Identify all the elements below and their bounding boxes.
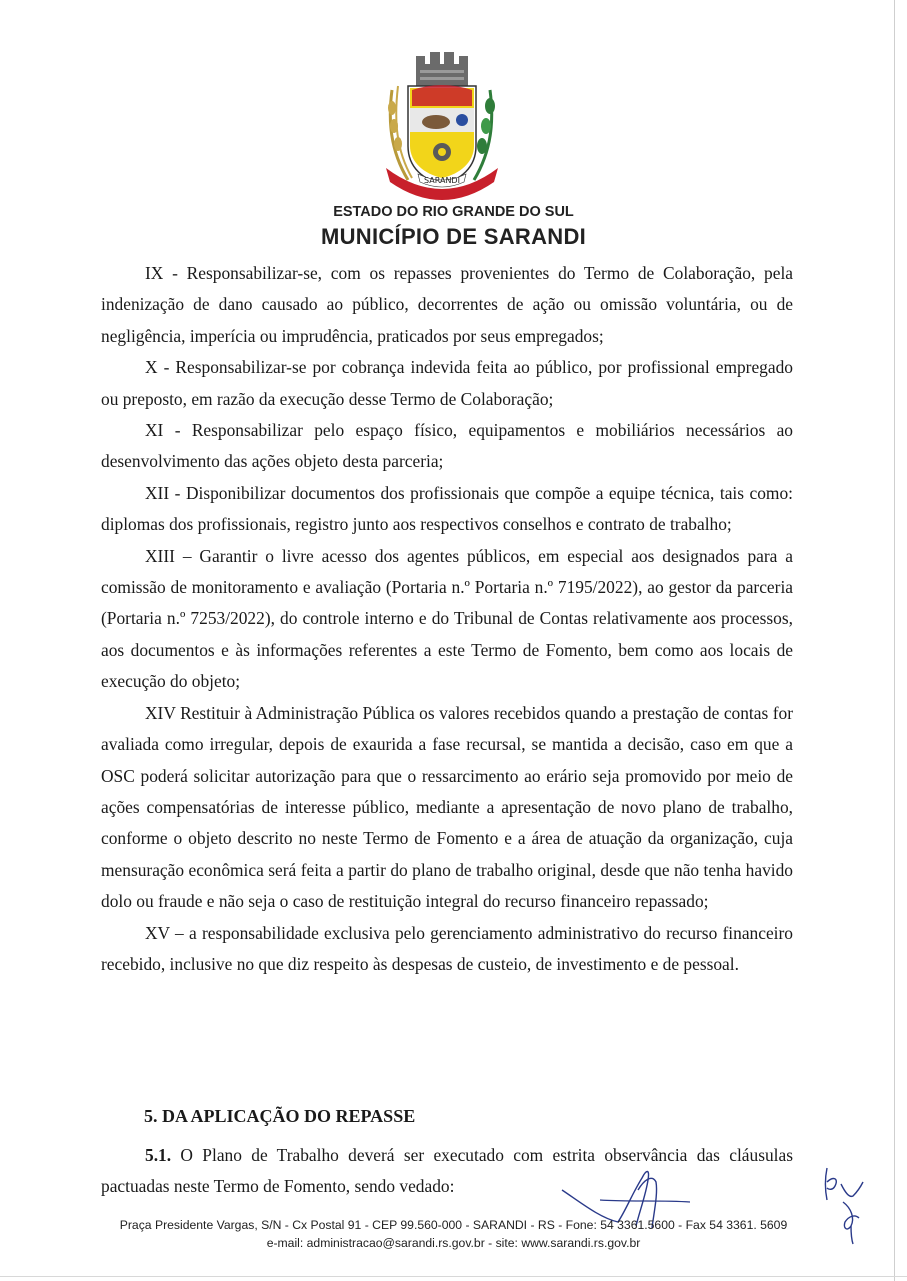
footer-contact: e-mail: administracao@sarandi.rs.gov.br - site: www.sarandi.rs.gov.br [266,1236,641,1250]
paragraph-x: X - Responsabilizar-se por cobrança indevida feita ao público, por profissional empregado ou preposto, em razão da execução desse Termo de Colaboração; [101,357,793,409]
paragraph-xiii: XIII – Garantir o livre acesso dos agentes públicos, em especial aos designados para a comissão de monitoramento e avaliação (Portaria n.º Portaria n.º 7195/2022), ao gestor da parceria (Portaria n.º 7253/2022), do controle interno e do Tribunal de Contas relativamente aos processos, aos documentos e às informações referentes a este Termo de Fomento, bem como aos locais de execução do objeto; [101,545,793,692]
clause-text: O Plano de Trabalho deverá ser executado com estrita observância das cláusulas pactuadas neste Termo de Fomento, sendo vedado: [101,1145,793,1196]
page-edge-bottom [0,1276,907,1277]
section-heading: 5. DA APLICAÇÃO DO REPASSE [144,1106,416,1126]
svg-text:SARANDI: SARANDI [424,176,460,185]
page-edge-right [894,0,895,1281]
footer-address: Praça Presidente Vargas, S/N - Cx Postal 91 - CEP 99.560-000 - SARANDI - RS - Fone: 54 3361.5600 - Fax 54 3361. 5609 [119,1218,788,1232]
paragraph-xiv: XIV Restituir à Administração Pública os valores recebidos quando a prestação de contas for avaliada como irregular, depois de exaurida a fase recursal, se mantida a decisão, caso em que a OSC poderá solicitar autorização para que o ressarcimento ao erário seja promovido por meio de ações compensatórias de interesse público, mediante a apresentação de novo plano de trabalho, conforme o objeto descrito no neste Termo de Fomento e a área de atuação da organização, cuja mensuração econômica será feita a partir do plano de trabalho original, desde que não tenha havido dolo ou fraude e não seja o caso de restituição integral do recurso financeiro repassado; [101,702,793,912]
paragraph-xii: XII - Disponibilizar documentos dos profissionais que compõe a equipe técnica, tais como: diplomas dos profissionais, registro junto aos respectivos conselhos e contrato de trabalho; [101,482,793,535]
municipality-title: MUNICÍPIO DE SARANDI [320,224,587,249]
municipal-coat-of-arms-icon [378,50,506,202]
paragraph-ix: IX - Responsabilizar-se, com os repasses provenientes do Termo de Colaboração, pela indenização de dano causado ao público, decorrentes de ação ou omissão voluntária, ou de negligência, imperícia ou imprudência, praticados por seus empregados; [101,263,793,346]
paragraph-xi: XI - Responsabilizar pelo espaço físico, equipamentos e mobiliários necessários ao desenvolvimento das ações objeto desta parceria; [101,420,793,472]
document-body [101,258,793,980]
handwritten-initials-icon [815,1162,870,1247]
clause-number: 5.1. [145,1145,172,1165]
state-title: ESTADO DO RIO GRANDE DO SUL [333,204,574,220]
paragraph-xv: XV – a responsabilidade exclusiva pelo gerenciamento administrativo do recurso financeiro recebido, inclusive no que diz respeito às despesas de custeio, de investimento e de pessoal. [101,922,793,974]
